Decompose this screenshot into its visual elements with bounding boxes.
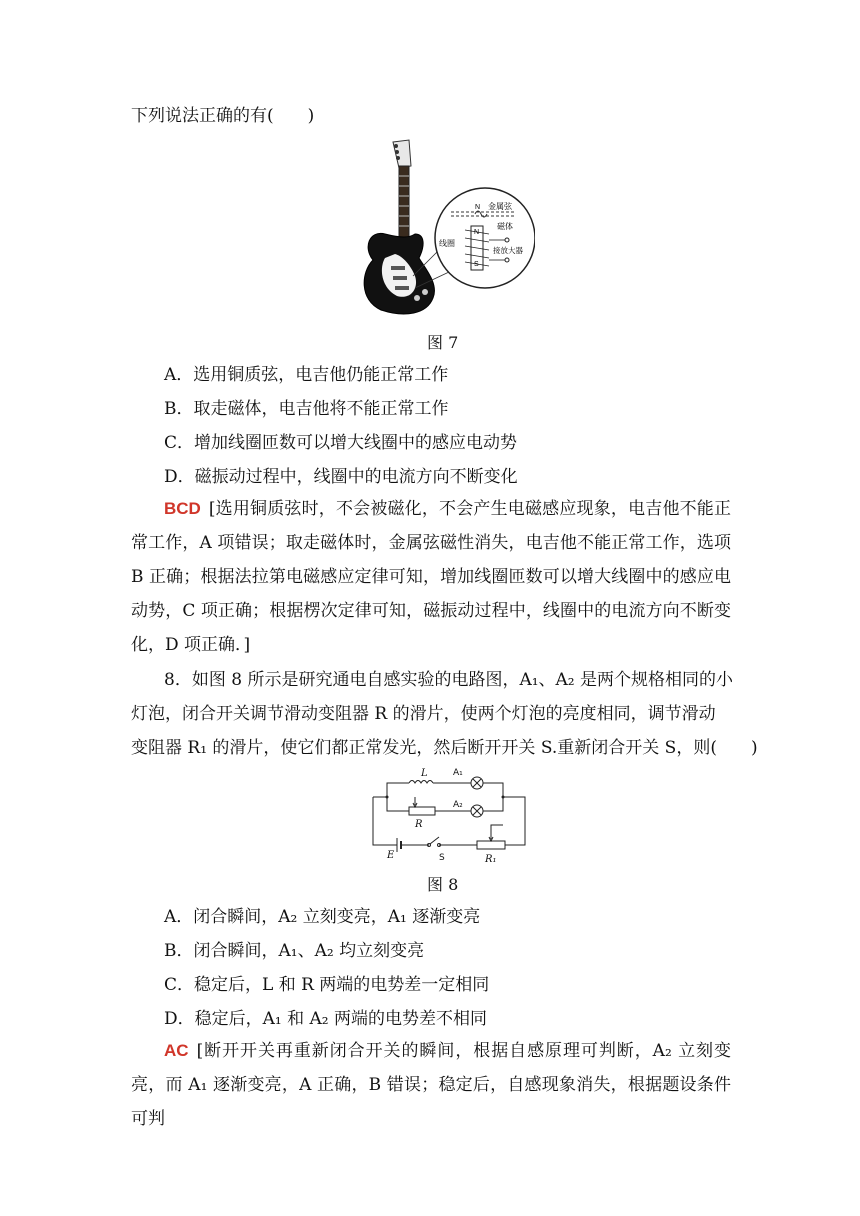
q8-option-d: D．稳定后，A₁ 和 A₂ 两端的电势差不相同 (164, 1009, 488, 1029)
label-metal-string: 金属弦 (488, 202, 512, 211)
circuit-label-E: E (387, 850, 395, 861)
q7-option-c: C．增加线圈匝数可以增大线圈中的感应电动势 (164, 433, 518, 453)
circuit-label-A2: A₂ (453, 800, 463, 810)
q8-stem-line-2: 灯泡，闭合开关调节滑动变阻器 R 的滑片，使两个灯泡的亮度相同，调节滑动 (131, 704, 716, 724)
q8-explanation: [断开开关再重新闭合开关的瞬间，根据自感原理可判断，A₂ 立刻变亮，而 A₁ 逐渐变亮，A 正确，B 错误；稳定后，自感现象消失，根据题设条件可判 (131, 1041, 731, 1129)
circuit-label-L: L (421, 768, 428, 779)
q7-explanation: [选用铜质弦时，不会被磁化，不会产生电磁感应现象，电吉他不能正常工作，A 项错误；取走磁体时，金属弦磁性消失，电吉他不能正常工作，选项 B 正确；根据法拉第电磁感应定律可知，增加线圈匝数可以增大线圈中的感应电动势，C 项正确；根据楞次定律可知，磁振动过程中，线圈中的电流方向不断变化，D 项正确．] (131, 499, 731, 655)
q8-stem-line-3: 变阻器 R₁ 的滑片，使它们都正常发光，然后断开开关 S.重新闭合开关 S，则( ) (131, 738, 758, 758)
q7-option-b: B．取走磁体，电吉他将不能正常工作 (164, 399, 449, 419)
q7-answer: BCD (164, 499, 201, 518)
guitar-figure (355, 138, 535, 318)
figure-7-caption: 图 7 (427, 333, 459, 352)
label-amplifier: 接放大器 (493, 246, 523, 255)
q8-answer: AC (164, 1041, 189, 1060)
figure-8-caption: 图 8 (427, 875, 459, 894)
q8-answer-block (131, 1034, 731, 1136)
q8-option-a: A．闭合瞬间，A₂ 立刻变亮，A₁ 逐渐变亮 (164, 907, 481, 927)
q7-answer-block (131, 492, 731, 662)
circuit-figure (365, 765, 535, 865)
label-coil: 线圈 (439, 239, 455, 248)
q7-stem: 下列说法正确的有( ) (131, 106, 315, 126)
q7-option-a: A．选用铜质弦，电吉他仍能正常工作 (164, 365, 449, 385)
label-s: S (474, 261, 479, 268)
q8-option-b: B．闭合瞬间，A₁、A₂ 均立刻变亮 (164, 941, 425, 961)
q7-option-d: D．磁振动过程中，线圈中的电流方向不断变化 (164, 467, 518, 487)
circuit-label-R: R (415, 819, 423, 830)
q8-option-c: C．稳定后，L 和 R 两端的电势差一定相同 (164, 975, 490, 995)
circuit-label-A1: A₁ (453, 768, 463, 778)
label-n: N (474, 229, 480, 236)
circuit-label-S: S (439, 853, 445, 863)
circuit-label-R1: R₁ (485, 854, 497, 865)
q8-stem-line-1: 8．如图 8 所示是研究通电自感实验的电路图，A₁、A₂ 是两个规格相同的小 (164, 670, 734, 690)
label-magnet: 磁体 (497, 222, 513, 231)
label-n-top: N (475, 204, 481, 211)
